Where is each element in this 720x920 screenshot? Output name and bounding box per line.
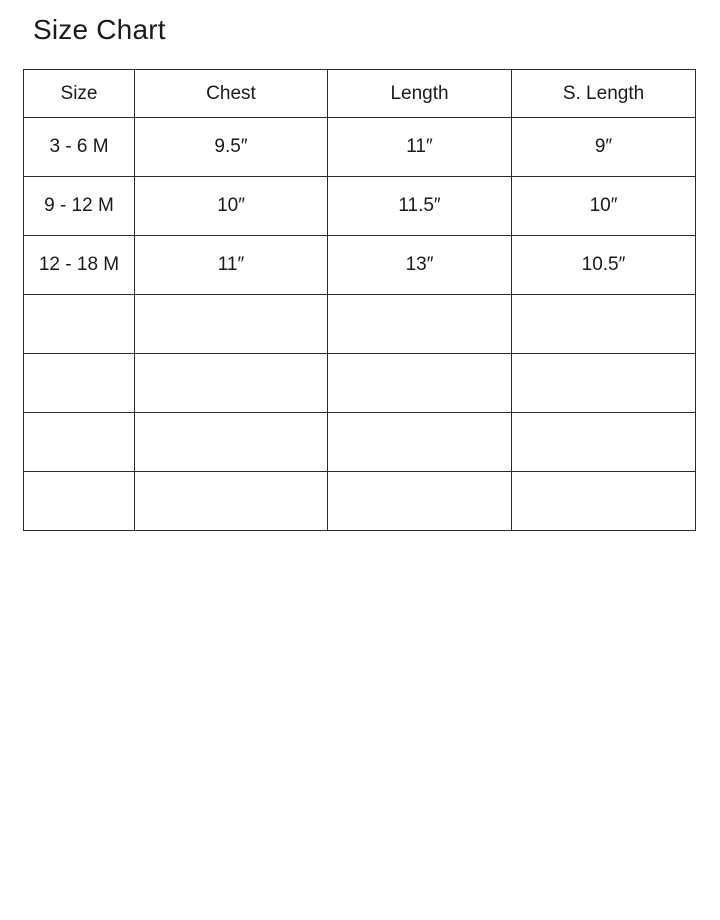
length-cell	[328, 413, 512, 472]
table-row	[24, 236, 696, 295]
size-cell	[24, 354, 135, 413]
s-length-cell	[512, 413, 696, 472]
chest-cell: 10″	[135, 177, 328, 236]
s-length-cell: 9″	[512, 118, 696, 177]
column-header-size: Size	[24, 70, 135, 118]
table-row	[24, 118, 696, 177]
chest-cell: 11″	[135, 236, 328, 295]
table-row	[24, 177, 696, 236]
column-header-length: Length	[328, 70, 512, 118]
length-cell	[328, 295, 512, 354]
size-cell	[24, 472, 135, 531]
chest-cell: 9.5″	[135, 118, 328, 177]
s-length-cell: 10.5″	[512, 236, 696, 295]
length-cell	[328, 472, 512, 531]
length-cell: 11.5″	[328, 177, 512, 236]
page-title: Size Chart	[33, 14, 166, 45]
size-cell: 12 - 18 M	[24, 236, 135, 295]
chest-cell	[135, 413, 328, 472]
column-header-chest: Chest	[135, 70, 328, 118]
table-row	[24, 354, 696, 413]
size-cell	[24, 295, 135, 354]
size-chart-table	[23, 69, 696, 531]
table-header-row	[24, 70, 696, 118]
column-header-s-length: S. Length	[512, 70, 696, 118]
chest-cell	[135, 354, 328, 413]
table-row	[24, 413, 696, 472]
size-cell	[24, 413, 135, 472]
s-length-cell	[512, 472, 696, 531]
table-row	[24, 472, 696, 531]
length-cell: 13″	[328, 236, 512, 295]
s-length-cell	[512, 295, 696, 354]
chest-cell	[135, 295, 328, 354]
table-row	[24, 295, 696, 354]
size-cell: 9 - 12 M	[24, 177, 135, 236]
chest-cell	[135, 472, 328, 531]
length-cell: 11″	[328, 118, 512, 177]
size-cell: 3 - 6 M	[24, 118, 135, 177]
s-length-cell	[512, 354, 696, 413]
length-cell	[328, 354, 512, 413]
s-length-cell: 10″	[512, 177, 696, 236]
